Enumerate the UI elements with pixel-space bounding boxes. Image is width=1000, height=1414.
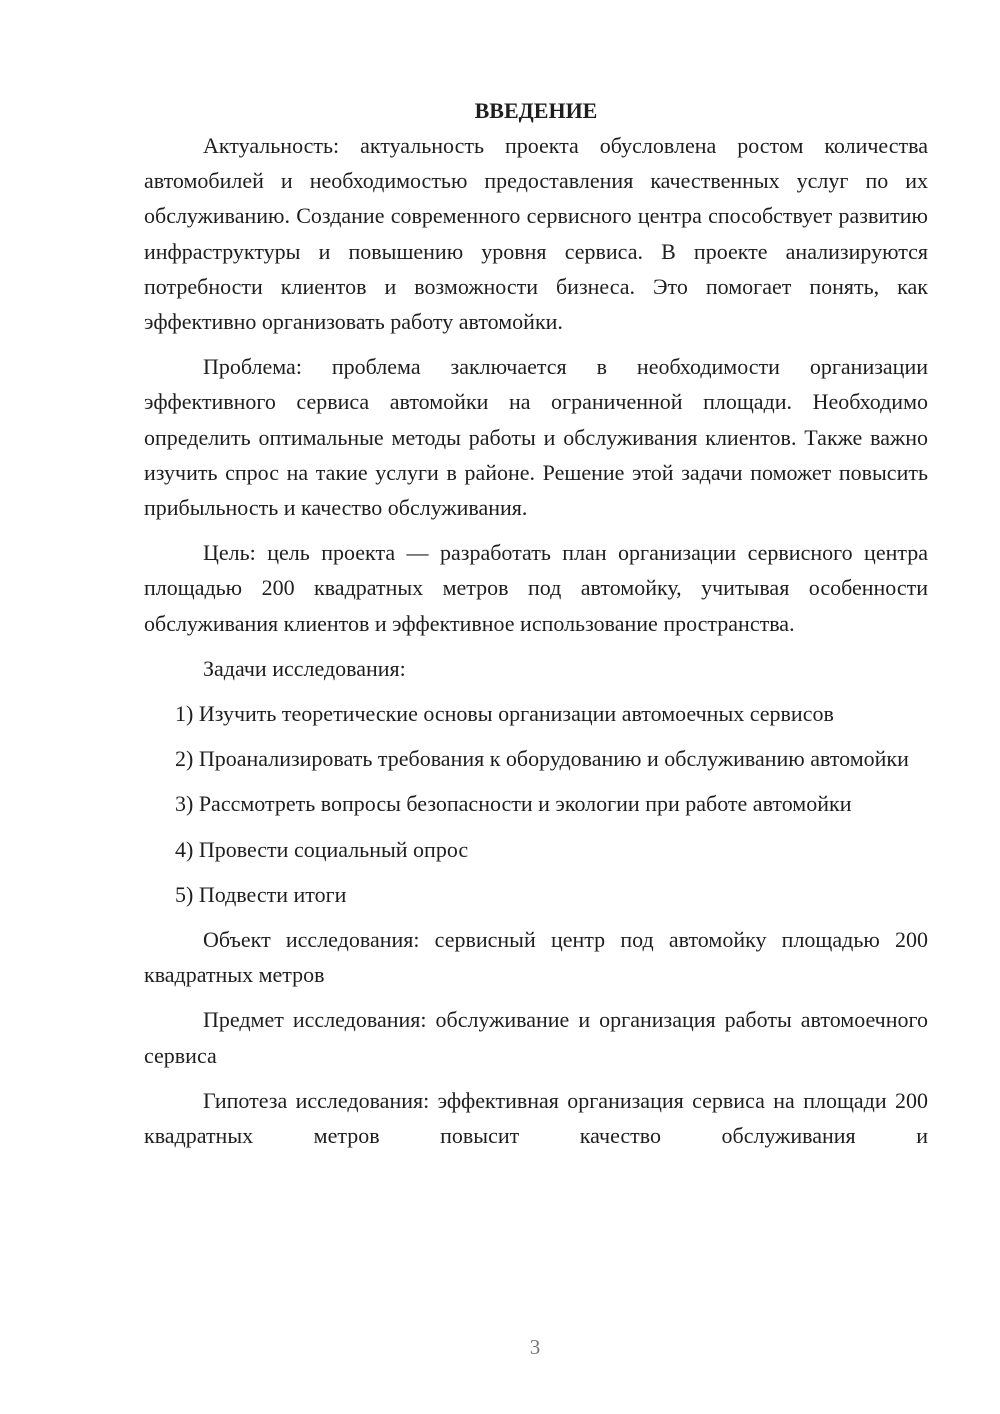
goal-paragraph: Цель: цель проекта — разработать план организации сервисного центра площадью 200 квадратных метров под автомойку, учитывая особенности обслуживания клиентов и эффективное использование пространства. (144, 540, 928, 636)
tasks-list (144, 696, 928, 912)
task-item: 4) Провести социальный опрос (175, 836, 469, 862)
task-item: 5) Подвести итоги (175, 881, 347, 907)
page-title: ВВЕДЕНИЕ (474, 98, 598, 123)
object-paragraph: Объект исследования: сервисный центр под автомойку площадью 200 квадратных метров (144, 927, 928, 988)
document-page (144, 96, 928, 1163)
page-number: 3 (529, 1335, 541, 1359)
tasks-heading: Задачи исследования: (203, 655, 406, 681)
subject-paragraph: Предмет исследования: обслуживание и организация работы автомоечного сервиса (144, 1007, 928, 1068)
task-item: 1) Изучить теоретические основы организации автомоечных сервисов (175, 701, 834, 727)
relevance-paragraph: Актуальность: актуальность проекта обусловлена ростом количества автомобилей и необходимостью предоставления качественных услуг по их обслуживанию. Создание современного сервисного центра способствует развитию инфраструктуры и повышению уровня сервиса. В проекте анализируются потребности клиентов и возможности бизнеса. Это помогает понять, как эффективно организовать работу автомойки. (144, 133, 928, 335)
task-item: 3) Рассмотреть вопросы безопасности и экологии при работе автомойки (175, 791, 852, 817)
hypothesis-paragraph: Гипотеза исследования: эффективная организация сервиса на площади 200 квадратных метров повысит качество обслуживания и (144, 1087, 928, 1149)
problem-paragraph: Проблема: проблема заключается в необходимости организации эффективного сервиса автомойки на ограниченной площади. Необходимо определить оптимальные методы работы и обслуживания клиентов. Также важно изучить спрос на такие услуги в районе. Решение этой задачи поможет повысить прибыльность и качество обслуживания. (144, 354, 928, 521)
task-item: 2) Проанализировать требования к оборудованию и обслуживанию автомойки (175, 746, 909, 772)
